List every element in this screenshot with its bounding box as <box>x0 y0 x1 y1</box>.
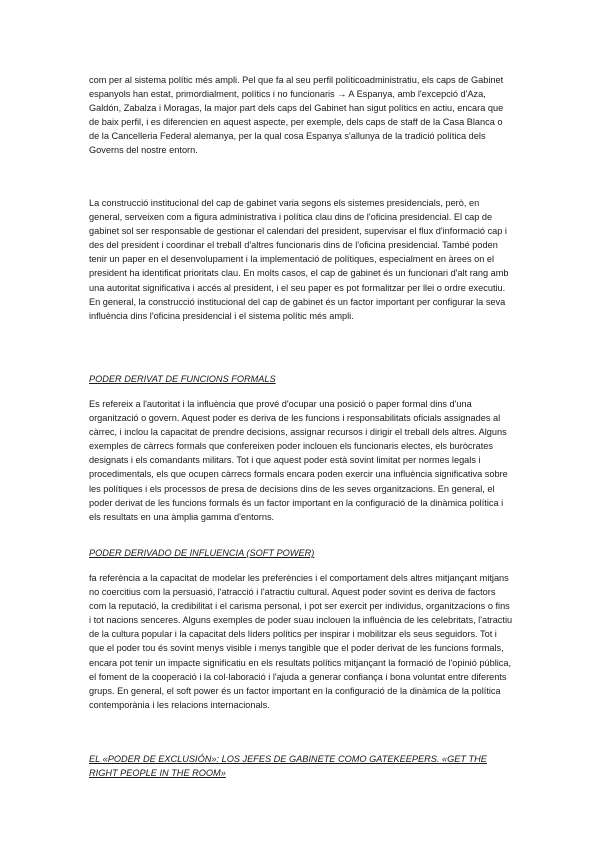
paragraph-political-profile: com per al sistema polític més ampli. Pel que fa al seu perfil políticoadministratiu, els caps de Gabinet espanyols han estat, primordialment, polítics i no funcionaris → A Espanya, amb l'excepció d'Aza, Galdón, Zabalza i Moragas, la major part dels caps del Gabinet han sigut polítics en actiu, encara que de baix perfil, i es diferencien en aquest aspecte, per exemple, dels caps de staff de la Casa Blanca o de la Cancelleria Federal alemanya, per la qual cosa Espanya s'allunya de la tradició política dels Governs del nostre entorn. <box>89 75 504 156</box>
heading-soft-power: PODER DERIVADO DE INFLUENCIA (SOFT POWER) <box>89 548 315 558</box>
heading-formal-power: PODER DERIVAT DE FUNCIONS FORMALS <box>89 374 276 384</box>
heading-exclusion-power: EL «PODER DE EXCLUSIÓN»: LOS JEFES DE GABINETE COMO GATEKEEPERS. «GET THE RIGHT PEOPLE IN THE ROOM» <box>89 754 487 779</box>
paragraph-institutional-construction: La construcció institucional del cap de gabinet varia segons els sistemes presidencials, però, en general, serveixen com a figura administrativa i política clau dins de l'oficina presidencial. El cap de gabinet sol ser responsable de gestionar el calendari del president, supervisar el flux d'informació cap i des del president i coordinar el treball d'altres funcionaris dins de l'oficina presidencial. També poden tenir un paper en el desenvolupament i la implementació de polítiques, especialment en àrees on el president ha identificat prioritats clau. En molts casos, el cap de gabinet és un funcionari d'alt rang amb una autoritat significativa i accés al president, i el seu paper es pot formalitzar per llei o ordre executiu. En general, la construcció institucional del cap de gabinet és un factor important per configurar la seva influència dins l'oficina presidencial i el sistema polític més ampli. <box>89 198 509 321</box>
paragraph-soft-power: fa referència a la capacitat de modelar les preferències i el comportament dels altres mitjançant mitjans no coercitius com la persuasió, l'atracció i l'atractiu cultural. Aquest poder sovint es deriva de factors com la reputació, la credibilitat i el carisma personal, i pot ser exercit per individus, organitzacions o fins i tot nacions senceres. Alguns exemples de poder suau inclouen la influència de les celebritats, l'atractiu de la cultura popular i la capacitat dels líders polítics per inspirar i mobilitzar els seus seguidors. Tot i que el poder tou és sovint menys visible i menys tangible que el poder derivat de les funcions formals, encara pot tenir un impacte significatiu en els resultats polítics mitjançant la formació de l'opinió pública, el foment de la cooperació i la col·laboració i l'ajuda a generar confiança i bona voluntat entre diferents grups. En general, el soft power és un factor important en la configuració de la dinàmica de la política contemporània i les relacions internacionals. <box>89 573 513 710</box>
paragraph-formal-power: Es refereix a l'autoritat i la influència que prové d'ocupar una posició o paper formal dins d'una organització o govern. Aquest poder es deriva de les funcions i responsabilitats oficials assignades al càrrec, i inclou la capacitat de prendre decisions, assignar recursos i dirigir el treball dels altres. Alguns exemples de càrrecs formals que confereixen poder inclouen els funcionaris electes, els buròcrates designats i els comandants militars. Tot i que aquest poder està sovint limitat per normes legals i procedimentals, els que ocupen càrrecs formals encara poden exercir una influència significativa sobre les polítiques i els processos de presa de decisions dins de les seves organitzacions. En general, el poder derivat de les funcions formals és un factor important en la configuració de la dinàmica política i els resultats en una àmplia gamma d'entorns. <box>89 399 508 522</box>
